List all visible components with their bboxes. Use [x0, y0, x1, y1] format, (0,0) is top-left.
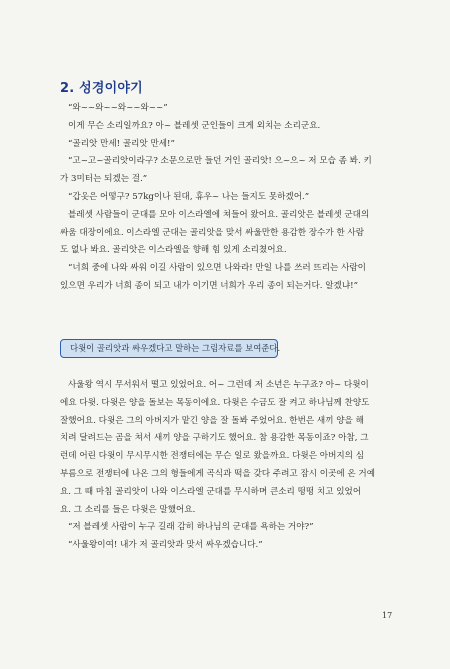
text-line: 부름으로 전쟁터에 나온 그의 형들에게 곡식과 떡을 갖다 주려고 잠시 이곳에 온 거예	[60, 468, 376, 479]
text-line: 이게 무슨 소리일까요? 아~ 블레셋 군인들이 크게 외치는 소리군요.	[68, 120, 321, 131]
text-line: “너희 중에 나와 싸워 이길 사람이 있으면 나와라! 만일 나를 쓰러 뜨리는 사람이	[68, 263, 366, 274]
text-line: “골리앗 만세! 골리앗 만세!”	[68, 138, 175, 149]
text-line: “사울왕이여! 내가 저 골리앗과 맞서 싸우겠습니다.”	[68, 540, 263, 551]
text-line: 에요 다윗. 다윗은 양을 돌보는 목동이에요. 다윗은 수금도 잘 켜고 하나님께 찬양도	[60, 397, 370, 408]
text-line: 런데 어린 다윗이 무시무시한 전쟁터에는 무슨 일로 왔을까요. 다윗은 아버지의 심	[60, 451, 365, 462]
text-line: 잘했어요. 다윗은 그의 아버지가 맡긴 양을 잘 돌봐 주었어요. 한번은 새끼 양을 해	[60, 415, 364, 426]
text-line: 가 3미터는 되겠는 걸.”	[60, 174, 148, 185]
text-line: 요. 그 때 마침 골리앗이 나와 이스라엘 군대를 무시하며 큰소리 떵떵 치고 있었어	[60, 486, 362, 497]
text-line: 사울왕 역시 무서워서 떨고 있었어요. 어~ 그런데 저 소년은 누구죠? 아~ 다윗이	[68, 380, 369, 390]
instruction-callout	[60, 339, 281, 358]
text-line: 치려 달려드는 곰을 쳐서 새끼 양을 구하기도 했어요. 참 용감한 목동이죠? 아참, 그	[60, 433, 369, 444]
text-line: 요. 그 소리를 들은 다윗은 말했어요.	[60, 504, 196, 515]
text-line: “저 블레셋 사람이 누구 길래 감히 하나님의 군대를 욕하는 거야?”	[68, 522, 314, 533]
text-line: 싸움 대장이에요. 이스라엘 군대는 골리앗을 맞서 싸울만한 용감한 장수가 한 사람	[60, 227, 365, 238]
text-line: “와~~와~~와~~와~~”	[68, 103, 168, 113]
page-number: 17	[382, 611, 393, 620]
section-heading: 2. 성경이야기	[60, 81, 143, 96]
story-paragraph-2	[60, 377, 400, 555]
callout-text: 다윗이 골리앗과 싸우겠다고 말하는 그림자료를 보여준다.	[70, 343, 281, 353]
text-line: 블레셋 사람들이 군대를 모아 이스라엘에 쳐들어 왔어요. 골리앗은 블레셋 군대의	[68, 209, 370, 220]
text-line: “갑옷은 어떻구? 57kg이나 된대, 휴우~ 나는 들지도 못하겠어.”	[68, 191, 310, 202]
story-paragraph-1	[60, 100, 400, 296]
text-line: 있으면 우리가 너희 종이 되고 내가 이기면 너희가 우리 종이 되는거다. 알겠냐!”	[60, 280, 358, 291]
text-line: “고~고~골리앗이라구? 소문으로만 들던 거인 골리앗! 으~으~ 저 모습 좀 봐. 키	[68, 156, 372, 167]
text-line: 도 없나 봐요. 골리앗은 이스라엘을 향해 힘 있게 소리쳤어요.	[60, 245, 287, 256]
